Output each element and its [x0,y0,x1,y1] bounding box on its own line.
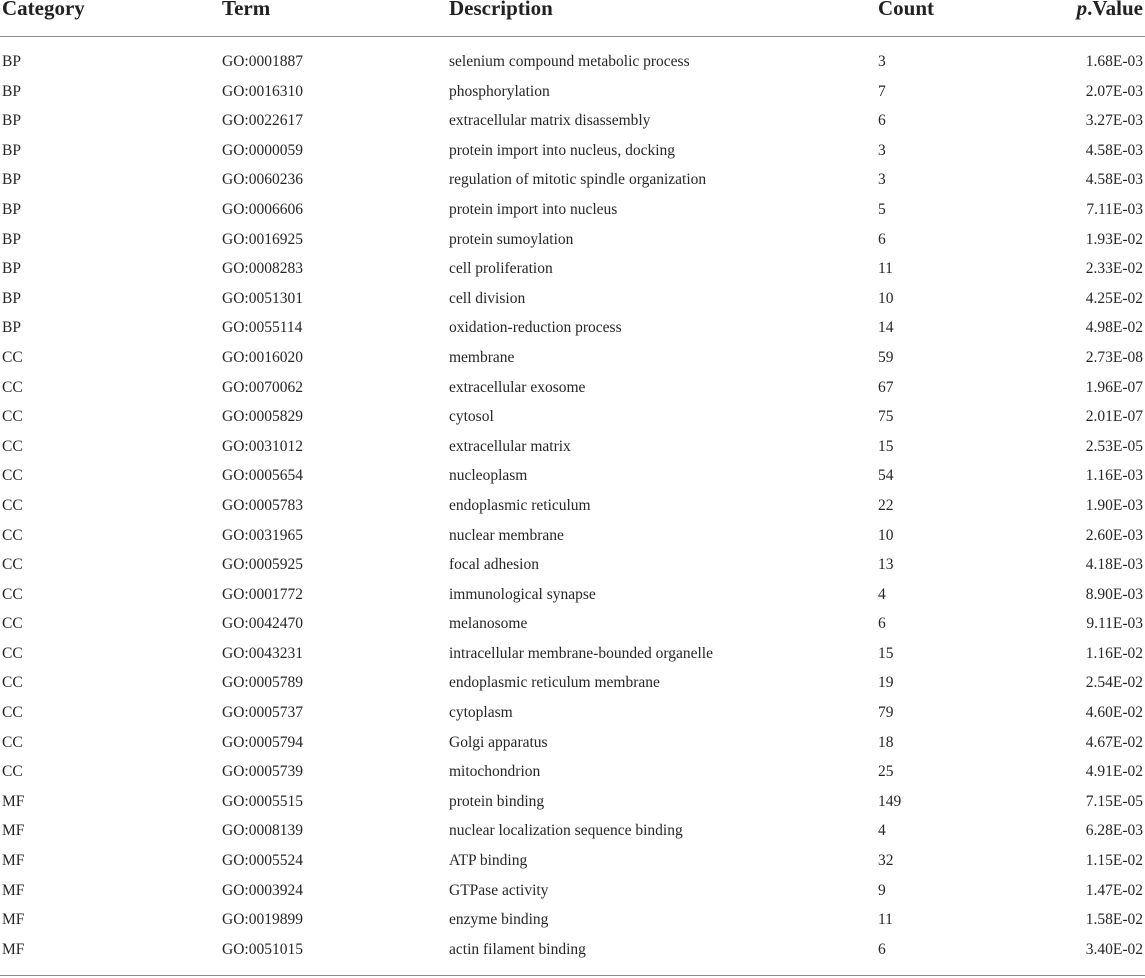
header-pvalue-italic: p [1076,0,1088,20]
cell-category: BP [2,82,21,100]
cell-description: endoplasmic reticulum [449,496,591,514]
table-row [0,612,1145,642]
cell-term: GO:0001887 [222,53,303,70]
cell-count: 4 [878,822,886,840]
cell-count: 6 [878,940,886,958]
cell-pvalue: 2.53E-05 [1085,437,1143,455]
cell-pvalue: 7.11E-03 [1086,200,1143,218]
table-row [0,464,1145,494]
cell-category: MF [2,792,25,810]
cell-term: GO:0060236 [222,171,303,189]
cell-term: GO:0031012 [222,437,303,455]
cell-category: BP [2,230,21,248]
cell-count: 6 [878,112,886,130]
cell-category: CC [2,733,23,751]
cell-pvalue: 9.11E-03 [1086,615,1143,633]
cell-category: CC [2,378,23,396]
cell-count: 15 [878,644,894,662]
cell-category: BP [2,112,21,130]
cell-term: GO:0031965 [222,526,303,544]
table-row [0,819,1145,849]
cell-pvalue: 8.90E-03 [1085,585,1143,603]
cell-description: oxidation-reduction process [449,319,622,337]
cell-count: 4 [878,585,886,603]
cell-description: protein sumoylation [449,230,574,248]
cell-term: GO:0043231 [222,644,303,662]
cell-pvalue: 1.16E-02 [1085,644,1143,662]
cell-description: focal adhesion [449,556,539,574]
cell-pvalue: 4.60E-02 [1085,704,1143,722]
cell-description: protein import into nucleus [449,200,618,218]
cell-description: enzyme binding [449,911,549,929]
table-row [0,139,1145,169]
cell-pvalue: 2.60E-03 [1085,526,1143,544]
cell-term: GO:0051015 [222,940,303,958]
cell-description: protein binding [449,792,545,810]
cell-count: 59 [878,348,894,366]
cell-pvalue: 1.16E-03 [1085,467,1143,485]
table-row [0,198,1145,228]
cell-pvalue: 2.01E-07 [1085,408,1143,426]
cell-term: GO:0005783 [222,496,303,514]
cell-pvalue: 3.40E-02 [1085,940,1143,958]
cell-description: phosphorylation [449,82,550,100]
table-row [0,583,1145,613]
cell-category: CC [2,437,23,455]
cell-count: 11 [878,260,893,278]
cell-count: 10 [878,526,894,544]
table-row [0,376,1145,406]
cell-description: intracellular membrane-bounded organelle [449,644,713,662]
cell-count: 3 [878,171,886,189]
cell-pvalue: 4.91E-02 [1085,763,1143,781]
cell-pvalue: 2.07E-03 [1085,82,1143,100]
cell-term: GO:0005925 [222,556,303,574]
cell-term: GO:0022617 [222,112,303,130]
table-row [0,316,1145,346]
cell-description: immunological synapse [449,585,596,603]
table-row [0,760,1145,790]
cell-category: BP [2,171,21,189]
cell-count: 7 [878,82,886,100]
cell-category: CC [2,467,23,485]
table-row [0,109,1145,139]
cell-pvalue: 2.54E-02 [1085,674,1143,692]
table-row [0,524,1145,554]
cell-category: BP [2,200,21,218]
cell-description: cytoplasm [449,704,513,722]
cell-term: GO:0005524 [222,852,303,870]
table-row [0,494,1145,524]
cell-description: GTPase activity [449,881,549,899]
cell-term: GO:0005739 [222,763,303,781]
table-row [0,938,1145,968]
cell-term: GO:0042470 [222,615,303,633]
table-row [0,50,1145,80]
cell-count: 10 [878,289,894,307]
cell-category: CC [2,644,23,662]
cell-category: CC [2,408,23,426]
cell-category: CC [2,615,23,633]
table-row [0,908,1145,938]
table-row [0,790,1145,820]
cell-term: GO:0016020 [222,348,303,366]
cell-category: BP [2,141,21,159]
cell-description: regulation of mitotic spindle organization [449,171,707,189]
cell-category: CC [2,674,23,692]
table-row [0,80,1145,110]
cell-count: 11 [878,911,893,929]
cell-pvalue: 4.58E-03 [1085,171,1143,189]
table-bottom-rule [0,975,1145,976]
cell-category: BP [2,289,21,307]
cell-category: CC [2,556,23,574]
cell-pvalue: 4.58E-03 [1085,141,1143,159]
cell-description: extracellular matrix disassembly [449,112,651,130]
cell-count: 54 [878,467,894,485]
cell-description: selenium compound metabolic process [449,53,690,70]
cell-category: CC [2,704,23,722]
table-row [0,168,1145,198]
cell-term: GO:0005654 [222,467,303,485]
cell-pvalue: 4.18E-03 [1085,556,1143,574]
header-description: Description [449,0,553,20]
cell-category: BP [2,53,21,70]
cell-description: nuclear localization sequence binding [449,822,683,840]
cell-pvalue: 1.93E-02 [1085,230,1143,248]
cell-count: 75 [878,408,894,426]
cell-count: 79 [878,704,894,722]
cell-pvalue: 2.33E-02 [1085,260,1143,278]
cell-description: membrane [449,348,515,366]
cell-count: 6 [878,230,886,248]
cell-pvalue: 1.58E-02 [1085,911,1143,929]
cell-pvalue: 6.28E-03 [1085,822,1143,840]
table-row [0,435,1145,465]
cell-description: cell proliferation [449,260,553,278]
cell-description: nucleoplasm [449,467,528,485]
table-row [0,642,1145,672]
table-row [0,228,1145,258]
header-term: Term [222,0,271,20]
cell-category: MF [2,822,25,840]
cell-count: 6 [878,615,886,633]
cell-term: GO:0019899 [222,911,303,929]
cell-count: 3 [878,53,886,70]
cell-term: GO:0006606 [222,200,303,218]
cell-category: CC [2,585,23,603]
cell-category: CC [2,763,23,781]
cell-term: GO:0055114 [222,319,303,337]
table-row [0,257,1145,287]
cell-count: 5 [878,200,886,218]
cell-count: 14 [878,319,894,337]
cell-description: nuclear membrane [449,526,564,544]
cell-category: MF [2,911,25,929]
cell-count: 32 [878,852,894,870]
cell-count: 3 [878,141,886,159]
cell-description: endoplasmic reticulum membrane [449,674,660,692]
cell-description: cell division [449,289,526,307]
header-category: Category [2,0,85,20]
cell-term: GO:0008139 [222,822,303,840]
cell-category: CC [2,348,23,366]
cell-term: GO:0000059 [222,141,303,159]
cell-term: GO:0005515 [222,792,303,810]
cell-pvalue: 1.15E-02 [1085,852,1143,870]
cell-term: GO:0005829 [222,408,303,426]
cell-pvalue: 1.47E-02 [1085,881,1143,899]
cell-pvalue: 1.68E-03 [1085,53,1143,70]
table-body [0,50,1145,967]
table-row [0,287,1145,317]
header-pvalue-rest: .Value [1087,0,1143,20]
cell-description: protein import into nucleus, docking [449,141,676,159]
cell-pvalue: 3.27E-03 [1085,112,1143,130]
cell-term: GO:0005789 [222,674,303,692]
table-row [0,405,1145,435]
cell-description: mitochondrion [449,763,541,781]
cell-term: GO:0008283 [222,260,303,278]
cell-term: GO:0005737 [222,704,303,722]
cell-pvalue: 4.25E-02 [1085,289,1143,307]
cell-description: extracellular matrix [449,437,571,455]
cell-description: actin filament binding [449,940,586,958]
cell-category: MF [2,852,25,870]
cell-count: 13 [878,556,894,574]
header-count: Count [878,0,935,20]
table-header [0,0,1145,37]
cell-category: CC [2,526,23,544]
cell-pvalue: 4.67E-02 [1085,733,1143,751]
cell-term: GO:0001772 [222,585,303,603]
table-row [0,879,1145,909]
cell-count: 18 [878,733,894,751]
cell-count: 25 [878,763,894,781]
cell-term: GO:0016310 [222,82,303,100]
cell-pvalue: 2.73E-08 [1085,348,1143,366]
cell-description: Golgi apparatus [449,733,548,751]
cell-term: GO:0051301 [222,289,303,307]
cell-category: MF [2,940,25,958]
table-row [0,553,1145,583]
cell-category: MF [2,881,25,899]
cell-count: 149 [878,792,902,810]
table-row [0,849,1145,879]
table-row [0,731,1145,761]
cell-description: ATP binding [449,852,528,870]
cell-category: BP [2,319,21,337]
cell-count: 15 [878,437,894,455]
cell-category: BP [2,260,21,278]
cell-term: GO:0003924 [222,881,303,899]
table-row [0,701,1145,731]
cell-term: GO:0005794 [222,733,303,751]
cell-category: CC [2,496,23,514]
cell-count: 19 [878,674,894,692]
cell-term: GO:0070062 [222,378,303,396]
cell-pvalue: 7.15E-05 [1085,792,1143,810]
cell-pvalue: 4.98E-02 [1085,319,1143,337]
cell-count: 67 [878,378,894,396]
cell-description: melanosome [449,615,528,633]
cell-count: 9 [878,881,886,899]
table-row [0,671,1145,701]
table-row [0,346,1145,376]
cell-count: 22 [878,496,894,514]
cell-description: cytosol [449,408,494,426]
cell-pvalue: 1.90E-03 [1085,496,1143,514]
cell-description: extracellular exosome [449,378,586,396]
header-pvalue [1077,0,1143,21]
cell-pvalue: 1.96E-07 [1085,378,1143,396]
cell-term: GO:0016925 [222,230,303,248]
